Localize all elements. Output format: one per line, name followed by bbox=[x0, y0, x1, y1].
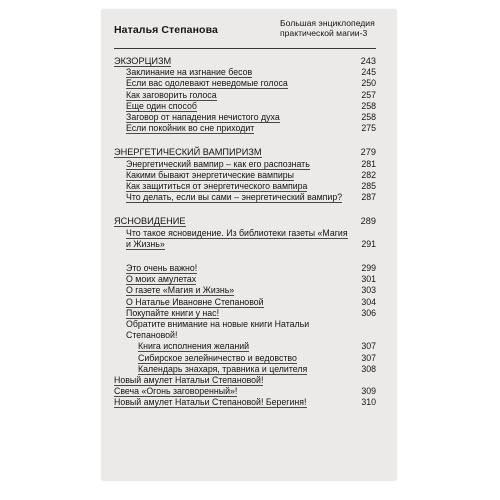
toc-entry[interactable] bbox=[114, 285, 376, 296]
toc-section-heading[interactable] bbox=[114, 216, 376, 227]
toc-entry-page: 257 bbox=[361, 89, 376, 100]
toc-entry-page: 281 bbox=[361, 158, 376, 169]
toc-entry-title: Покупайте книги у нас! bbox=[126, 307, 220, 318]
toc-entry[interactable] bbox=[114, 353, 376, 364]
toc-section bbox=[114, 216, 376, 250]
toc-section bbox=[114, 147, 376, 203]
toc-entry[interactable] bbox=[114, 297, 376, 308]
toc-entry-title: Что делать, если вы сами – энергетический вампир? bbox=[126, 192, 343, 203]
toc-section bbox=[114, 56, 376, 134]
toc-entry-page: 306 bbox=[361, 307, 376, 318]
toc-entry-title: ЯСНОВИДЕНИЕ bbox=[114, 216, 186, 227]
toc-entry-title: Что такое ясновидение. Из библиотеки газеты «Магия и Жизнь» bbox=[126, 227, 348, 249]
toc-entry[interactable] bbox=[114, 397, 376, 408]
page-header bbox=[114, 16, 376, 49]
toc-entry-title: Еще один способ bbox=[126, 100, 197, 111]
toc-entry-page: 304 bbox=[361, 296, 376, 307]
toc-entry-title: Это очень важно! bbox=[126, 263, 198, 274]
book-title: Большая энциклопедия практической магии-3 bbox=[280, 18, 375, 38]
toc-entry-page: 258 bbox=[361, 112, 376, 123]
toc-entry[interactable] bbox=[114, 274, 376, 285]
toc-entry-title: Сибирское зелейничество и ведовство bbox=[138, 352, 297, 363]
toc-entry-page: 245 bbox=[361, 67, 376, 78]
toc-entry-title: Заговор от нападения нечистого духа bbox=[126, 112, 280, 123]
toc-entry-title: Новый амулет Натальи Степановой! Берегиня! bbox=[114, 397, 307, 408]
toc-entry-title: ЭНЕРГЕТИЧЕСКИЙ ВАМПИРИЗМ bbox=[114, 147, 262, 158]
toc-entry[interactable] bbox=[114, 228, 376, 250]
toc-entry-title: Обратите внимание на новые книги Натальи Степановой! bbox=[126, 319, 310, 341]
toc-entry-title: Если покойник во сне приходит bbox=[126, 123, 255, 134]
toc-entry-title: Если вас одолевают неведомые голоса bbox=[126, 78, 288, 89]
toc-section bbox=[114, 263, 376, 409]
toc-entry-page: 275 bbox=[361, 123, 376, 134]
toc-section-heading[interactable] bbox=[114, 147, 376, 158]
toc-entry-page: 289 bbox=[360, 216, 376, 227]
toc-entry-title: О Наталье Ивановне Степановой bbox=[126, 296, 264, 307]
toc-entry-title: Книга исполнения желаний bbox=[138, 341, 250, 352]
toc-entry-page: 287 bbox=[361, 192, 376, 203]
toc-entry[interactable] bbox=[114, 319, 376, 341]
toc-entry-title: О моих амулетах bbox=[126, 274, 197, 285]
author-name: Наталья Степанова bbox=[114, 24, 218, 36]
toc-entry-title: Энергетический вампир – как его распознать bbox=[126, 158, 310, 169]
toc-entry-page: 258 bbox=[361, 100, 376, 111]
toc-entry-title: Как заговорить голоса bbox=[126, 89, 217, 100]
toc-entry-page: 310 bbox=[361, 397, 376, 408]
book-page bbox=[102, 10, 396, 480]
toc-entry-title: Свеча «Огонь заговоренный»! bbox=[114, 386, 238, 397]
toc-entry[interactable] bbox=[114, 341, 376, 352]
toc-entry-page: 250 bbox=[361, 78, 376, 89]
toc-entry-page: 308 bbox=[361, 363, 376, 374]
toc-entry[interactable] bbox=[114, 112, 376, 123]
toc-entry-page: 299 bbox=[361, 263, 376, 274]
toc-entry-page: 301 bbox=[361, 274, 376, 285]
toc-entry-title: О газете «Магия и Жизнь» bbox=[126, 285, 235, 296]
toc-entry[interactable] bbox=[114, 123, 376, 134]
toc-entry[interactable] bbox=[114, 263, 376, 274]
toc-entry-page: 307 bbox=[361, 341, 376, 352]
toc-section-heading[interactable] bbox=[114, 56, 376, 67]
toc-entry-page: 279 bbox=[360, 147, 376, 158]
toc-entry-title: Новый амулет Натальи Степановой! bbox=[114, 375, 264, 386]
toc-entry-page: 285 bbox=[361, 181, 376, 192]
toc-entry-title: Как защититься от энергетического вампира bbox=[126, 181, 308, 192]
toc-entry[interactable] bbox=[114, 170, 376, 181]
toc-entry[interactable] bbox=[114, 101, 376, 112]
toc-entry[interactable] bbox=[114, 308, 376, 319]
toc-entry-title: Какими бывают энергетические вампиры bbox=[126, 169, 294, 180]
toc-entry[interactable] bbox=[114, 90, 376, 101]
toc-entry[interactable] bbox=[114, 159, 376, 170]
toc-entry-page: 303 bbox=[361, 285, 376, 296]
toc-entry-title: ЭКЗОРЦИЗМ bbox=[114, 56, 172, 66]
toc-entry[interactable] bbox=[114, 375, 376, 386]
toc-entry-page: 307 bbox=[361, 352, 376, 363]
toc-entry-title: Заклинание на изгнание бесов bbox=[126, 67, 253, 78]
toc-entry-page: 243 bbox=[360, 56, 376, 66]
toc-entry[interactable] bbox=[114, 78, 376, 89]
toc-entry[interactable] bbox=[114, 181, 376, 192]
toc-entry-page: 309 bbox=[361, 386, 376, 397]
toc-entry-page: 291 bbox=[361, 238, 376, 249]
toc-entry[interactable] bbox=[114, 364, 376, 375]
toc-entry[interactable] bbox=[114, 67, 376, 78]
toc-entry[interactable] bbox=[114, 386, 376, 397]
table-of-contents bbox=[114, 56, 376, 422]
toc-entry[interactable] bbox=[114, 192, 376, 203]
toc-entry-title: Календарь знахаря, травника и целителя bbox=[138, 363, 308, 374]
toc-entry-page: 282 bbox=[361, 169, 376, 180]
